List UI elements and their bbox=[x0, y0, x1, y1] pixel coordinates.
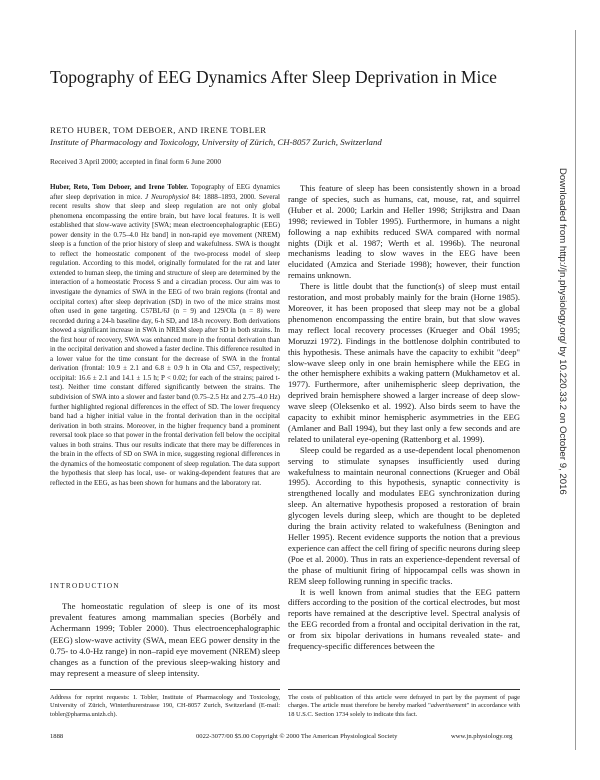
footnote-divider-left bbox=[50, 689, 280, 690]
footnote-reprint-address: Address for reprint requests: I. Tobler, Institute of Pharmacology and Toxicology, University of Zürich, Winterthurerstrasse 190, CH-8057 Zurich, Switzerland (E-mail: tobler@pharma.unizh.ch). bbox=[50, 694, 280, 718]
received-dates: Received 3 April 2000; accepted in final form 6 June 2000 bbox=[50, 157, 222, 166]
footnote-text: The costs of publication of this article were defrayed in part by the payment of page charges. The article must therefore be hereby marked " bbox=[288, 694, 520, 710]
introduction-text bbox=[50, 601, 280, 679]
abstract-citation-ref: 84: 1888–1893, 2000. bbox=[188, 192, 256, 201]
download-notice[interactable]: Downloaded from http://jn.physiology.org/ by 10.220.33.2 on October 9, 2016 bbox=[557, 168, 568, 495]
right-column-body bbox=[288, 183, 520, 652]
sidebar-divider bbox=[575, 30, 576, 750]
journal-website[interactable]: www.jn.physiology.org bbox=[451, 733, 513, 740]
abstract bbox=[50, 183, 280, 489]
footnote-text: " in accordance with 18 U.S.C. Section 1734 solely to indicate this fact. bbox=[288, 702, 520, 718]
footnote-divider-right bbox=[288, 689, 520, 690]
paragraph: There is little doubt that the function(s) of sleep must entail restoration, and most probably mainly for the brain (Horne 1985). Moreover, it has been proposed that sleep may not be a global phenomenon encompassing the entire brain, but that slow waves may reflect local recovery processes (Krueger and Obál 1995; Moruzzi 1972). Findings in the bottlenose dolphin contributed to this hypothesis. These animals have the capacity to exhibit "deep" slow-wave sleep only in one brain hemisphere while the EEG in the other hemisphere exhibits a waking pattern (Mukhametov et al. 1977). Furthermore, after unihemispheric sleep deprivation, the deprived brain hemisphere showed a larger increase of deep slow-wave sleep (Oleksenko et al. 1992). Also birds seem to have the capacity to exhibit minor hemispheric asymmetries in the EEG (Amlaner and Ball 1994), but they last only a few seconds and are related to unilateral eye-opening (Rattenborg et al. 1999). bbox=[288, 281, 520, 444]
section-heading-introduction: INTRODUCTION bbox=[50, 582, 120, 590]
abstract-body: Several recent results show that sleep and sleep regulation are not only global phenomena encompassing the entire brain, but have local features. It is well established that slow-wave activity [SWA; mean electroencephalographic (EEG) power density in the 0.75–4.0 Hz band] in non-rapid eye movement (NREM) sleep is a function of the prior history of sleep and wakefulness. SWA is thought to reflect the homeostatic component of the two-process model of sleep regulation. According to this model, originally formulated for the rat and later extended to human sleep, the timing and structure of sleep are determined by the interaction of a homeostatic Process S and a circadian process. Our aim was to investigate the dynamics of SWA in the EEG of two brain regions (frontal and occipital cortex) after sleep deprivation (SD) in two of the mice strains most often used in gene targeting. C57BL/6J (n = 9) and 129/Ola (n = 8) were recorded during a 24-h baseline day, 6-h SD, and 18-h recovery. Both derivations showed a significant increase in SWA in NREM sleep after SD in both strains. In the first hour of recovery, SWA was enhanced more in the frontal derivation than in the occipital derivation and showed a faster decline. This difference resulted in a lower value for the time constant for the decrease of SWA in the frontal derivation (frontal: 10.9 ± 2.1 and 6.8 ± 0.9 h in Ola and C57, respectively; occipital: 16.6 ± 2.1 and 14.1 ± 1.5 h; P < 0.02; for each of the strains; paired t-test). Neither time constant differed significantly between the strains. The subdivision of SWA into a slower and faster band (0.75–2.5 Hz and 2.75–4.0 Hz) further highlighted regional differences in the effect of SD. The lower frequency band had a higher initial value in the frontal derivation than in the occipital derivation in both strains. Moreover, in the higher frequency band a prominent reversal took place so that power in the frontal derivation fell below the occipital values in both strains. Thus our results indicate that there may be differences in the brain in the effects of SD on SWA in mice, suggesting regional differences in the dynamics of the homeostatic component of sleep regulation. The data support the hypothesis that sleep has local, use- or waking-dependent features that are reflected in the EEG, as has been shown for humans and the laboratory rat. bbox=[50, 192, 280, 487]
abstract-authors: Huber, Reto, Tom Deboer, and Irene Tobler. bbox=[50, 183, 189, 191]
footnote-emphasis: advertisement bbox=[430, 702, 467, 710]
paragraph: The homeostatic regulation of sleep is one of its most prevalent features among mammalian species (Borbély and Achermann 1999; Tobler 2000). Thus electroencephalographic (EEG) slow-wave activity (SWA, mean EEG power density in the 0.75- to 4.0-Hz range) in non–rapid eye movement (NREM) sleep changes as a function of the previous sleep-waking history and may represent a measure of sleep intensity. bbox=[50, 601, 280, 679]
paragraph: Sleep could be regarded as a use-dependent local phenomenon serving to stimulate synapses insufficiently used during wakefulness to maintain neuronal connections (Krueger and Obál 1995). According to this hypothesis, synaptic connectivity is strengthened locally and modulates EEG synchronization during sleep. An alternative hypothesis proposed a restoration of brain glycogen levels during sleep, which are thought to be depleted during the brain activity related to wakefulness (Benington and Heller 1995). Recent evidence supports the notion that a previous experience can affect the cell firing of specific neurons during sleep (Poe et al. 2000). Thus in rats an experience-dependent reversal of the phase of multiunit firing of hippocampal cells was shown in REM sleep following running in specific tracks. bbox=[288, 444, 520, 586]
author-affiliation: Institute of Pharmacology and Toxicology, University of Zürich, CH-8057 Zurich, Switzerland bbox=[50, 137, 382, 147]
abstract-journal: J Neurophysiol bbox=[145, 192, 189, 201]
abstract-citation-title: Topography of EEG dynamics after sleep deprivation in mice. bbox=[50, 183, 280, 201]
paragraph: This feature of sleep has been consistently shown in a broad range of species, such as humans, cat, mouse, rat, and squirrel (Huber et al. 2000; Larkin and Heller 1998; Strijkstra and Daan 1998; reviewed in Tobler 1995). Furthermore, in humans a night following a nap exhibits reduced SWA compared with normal nights (Dijk et al. 1987; Werth et al. 1996b). The neuronal mechanisms leading to slow waves in the EEG have been elucidated (Amzica and Steriade 1998); however, their function remains unknown. bbox=[288, 183, 520, 281]
page-number: 1888 bbox=[50, 733, 64, 740]
author-list: RETO HUBER, TOM DEBOER, AND IRENE TOBLER bbox=[50, 125, 267, 135]
article-title: Topography of EEG Dynamics After Sleep Deprivation in Mice bbox=[50, 67, 497, 87]
paragraph: It is well known from animal studies that the EEG pattern differs according to the position of the cortical electrodes, but most reports have remained at the descriptive level. Spectral analysis of the EEG recorded from a frontal and occipital derivation in the rat, or from six bipolar derivations in humans revealed state- and frequency-specific differences between the bbox=[288, 586, 520, 652]
footnote-publication-cost bbox=[288, 694, 520, 719]
copyright-line: 0022-3077/00 $5.00 Copyright © 2000 The American Physiological Society bbox=[196, 733, 398, 740]
